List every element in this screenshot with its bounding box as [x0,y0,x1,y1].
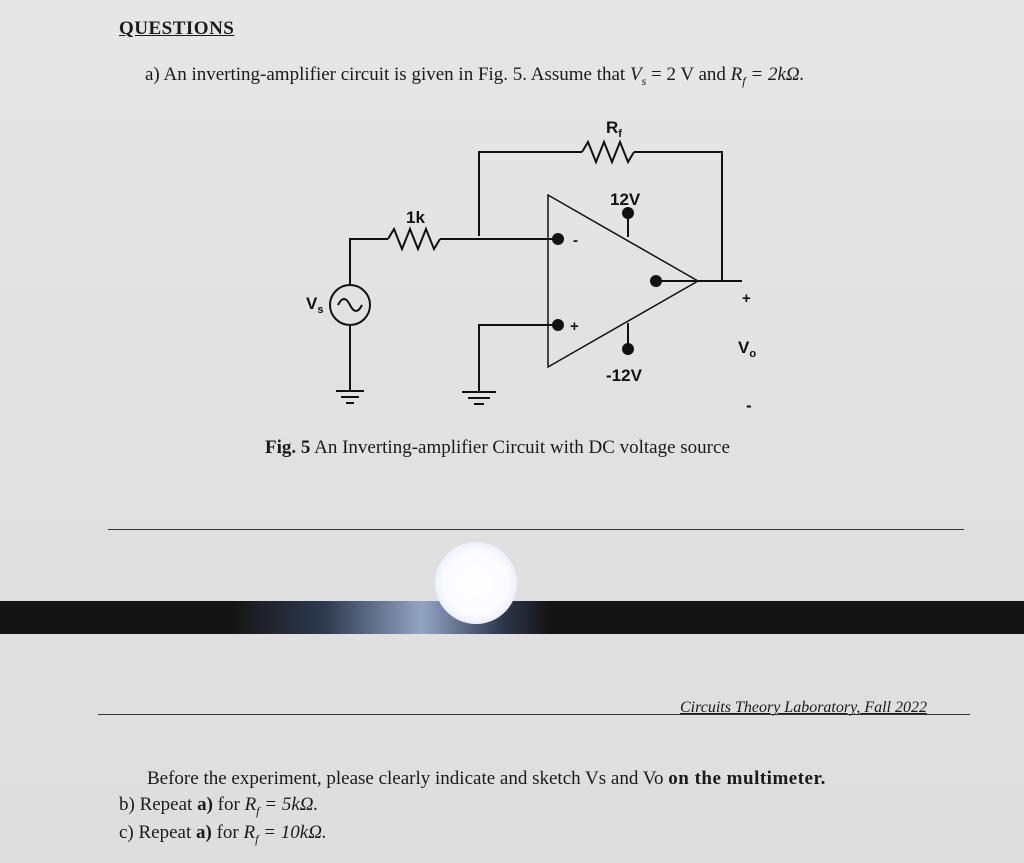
figure-caption-text: An Inverting-amplifier Circuit with DC voltage source [314,437,730,458]
rf-value: = 2kΩ. [750,64,805,85]
output-node [650,275,662,287]
question-c-ref: a) [196,822,212,843]
vo-minus-sign: - [746,396,752,415]
question-c-for: for [216,822,239,843]
question-a-text: An inverting-amplifier circuit is given in Fig. 5. Assume that [163,64,626,85]
noninverting-ground-wire [479,325,558,392]
section-heading: QUESTIONS [119,18,235,39]
question-a-label: a) [145,64,160,85]
inverting-sign: - [573,232,578,249]
input-wire [350,239,388,285]
rf-resistor [582,142,634,162]
noninverting-sign: + [570,318,579,335]
vs-value: = 2 V and [650,64,726,85]
question-c-label: c) Repeat [119,822,192,843]
question-b-value: = 5kΩ. [264,794,319,815]
r1-resistor [388,229,440,249]
question-c-sub: f [255,831,259,846]
question-c-rf: R [243,822,256,843]
question-b-label: b) Repeat [119,794,193,815]
vs-label: $V_s$ [306,294,324,316]
inverting-amplifier-diagram [290,105,790,425]
question-a [145,64,804,89]
vs-symbol: V [629,64,642,85]
vs-subscript: s [641,73,647,88]
sine-icon [338,299,362,311]
question-b-for: for [217,794,240,815]
figure-number: Fig. 5 [265,437,311,458]
figure-caption [265,437,730,459]
feedback-wire-left [479,152,582,236]
negative-supply-node [622,343,634,355]
instruction-bold: on the multimeter. [668,768,826,789]
vo-label: $V_o$ [738,338,757,360]
question-b-rf: R [244,794,257,815]
vo-plus-sign: + [742,290,751,307]
instruction-text [147,768,826,790]
rf-symbol: R [730,64,743,85]
question-c-value: = 10kΩ. [263,822,327,843]
inverting-input-node [552,233,564,245]
question-b [119,794,318,819]
footer-course-label: Circuits Theory Laboratory, Fall 2022 [680,699,927,716]
question-b-sub: f [256,803,260,818]
rf-label: $R_f$ [606,118,622,140]
divider-line [108,529,964,530]
instruction-main: Before the experiment, please clearly indicate and sketch Vs and Vo [147,768,664,789]
negative-supply-label: -12V [606,366,642,385]
question-c [119,822,327,847]
rf-subscript: f [742,73,746,88]
positive-supply-label: 12V [610,190,641,209]
feedback-wire-right [634,152,722,281]
noninverting-input-node [552,319,564,331]
camera-glare [435,542,517,624]
question-b-ref: a) [197,794,213,815]
r1-label: 1k [406,208,425,227]
